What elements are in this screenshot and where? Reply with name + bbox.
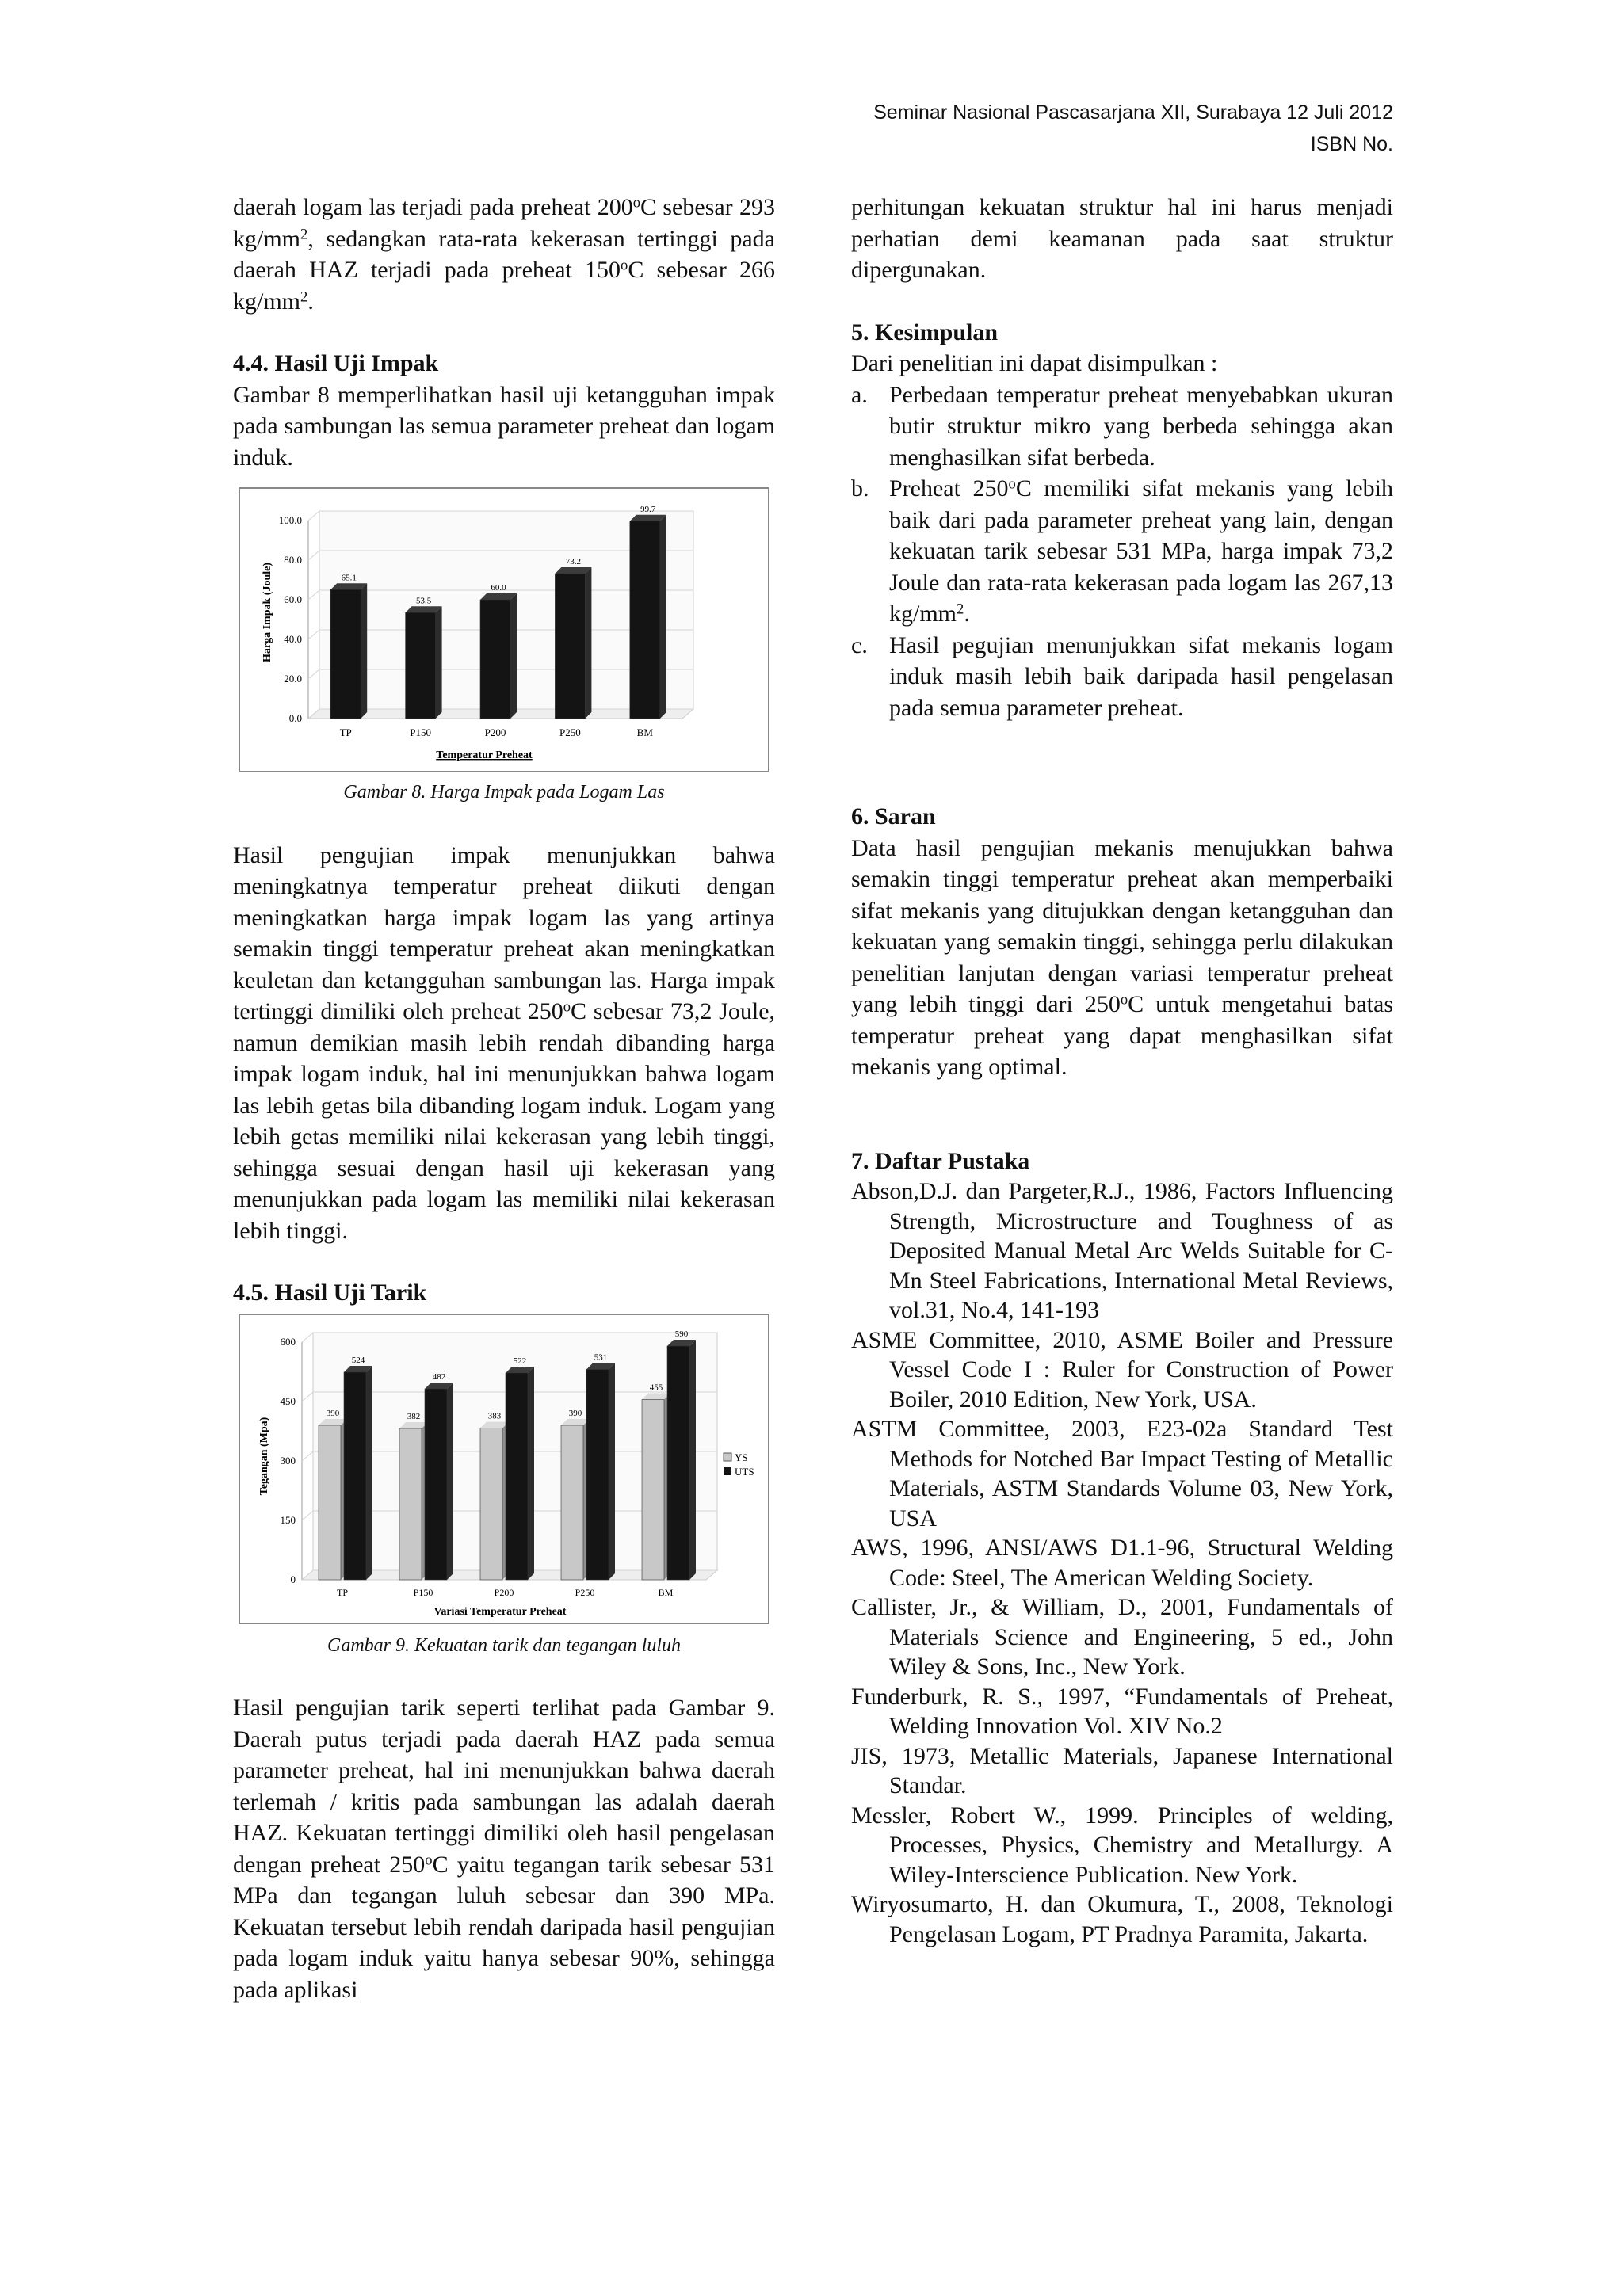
paragraph-tensile-discussion: Hasil pengujian tarik seperti terlihat pada Gambar 9. Daerah putus terjadi pada daerah HAZ pada semua parameter preheat, hal ini menunjukkan bahwa daerah terlemah / kritis pada sambungan las adalah daerah HAZ. Kekuatan tertinggi dimiliki oleh hasil pengelasan dengan preheat 250$^o$C yaitu tegangan tarik sebesar 531 MPa dan tegangan luluh sebesar dan 390 MPa. Kekuatan tersebut lebih rendah daripada hasil pengujian pada logam induk yaitu hanya sebesar 90%, sehingga pada aplikasi [233, 1695, 775, 2003]
x-tick-label: P250 [559, 727, 581, 738]
legend-label-uts: UTS [735, 1465, 754, 1478]
paragraph-suggestion: Data hasil pengujian mekanis menujukkan bahwa semakin tinggi temperatur preheat akan memperbaiki sifat mekanis yang ditujukkan dengan ketangguhan dan kekuatan yang semakin tinggi, sehingga perlu dilakukan penelitian lanjutan dengan variasi temperatur preheat yang lebih tinggi dari 250$^o$C untuk mengetahui batas temperatur preheat yang dapat menghasilkan sifat mekanis yang optimal. [851, 834, 1393, 1080]
reference-item: AWS, 1996, ANSI/AWS D1.1-96, Structural Welding Code: Steel, The American Welding Society. [851, 1535, 1393, 1591]
y-tick-label: 300 [280, 1454, 296, 1466]
section-heading-5: 5. Kesimpulan [851, 318, 999, 345]
reference-item: Abson,D.J. dan Pargeter,R.J., 1986, Factors Influencing Strength, Microstructure and Toughness of as Deposited Manual Metal Arc Welds Suitable for C-Mn Steel Fabrications, International Metal Reviews, vol.31, No.4, 141-193 [851, 1178, 1393, 1323]
x-tick-label: BM [658, 1586, 674, 1598]
data-label: 482 [432, 1371, 446, 1382]
data-label: 65.1 [341, 573, 357, 583]
bar-uts-p200-side [528, 1367, 534, 1580]
bar-p250 [555, 574, 585, 719]
bar-uts-p250-side [609, 1363, 615, 1580]
bar-p150-top [406, 606, 442, 612]
right-column [851, 192, 1393, 1949]
paragraph-hardness-summary: daerah logam las terjadi pada preheat 200$^o$C sebesar 293 $kg/mm^2$, sedangkan rata-rata kekerasan tertinggi pada daerah HAZ terjadi pada preheat 150$^o$C sebesar 266 $kg/mm^2$. [233, 194, 776, 315]
bar-p150 [406, 612, 436, 719]
bar-uts-tp [344, 1372, 366, 1580]
bar-bm-top [630, 515, 666, 521]
bar-uts-p150 [425, 1389, 447, 1580]
data-label: 390 [326, 1408, 340, 1418]
bar-ys-bm [642, 1399, 664, 1580]
reference-item: ASTM Committee, 2003, E23-02a Standard Test Methods for Notched Bar Impact Testing of Metallic Materials, ASTM Standards Volume 03, New York, USA [851, 1416, 1393, 1531]
list-item: c. Hasil pegujian menunjukkan sifat mekanis logam induk masih lebih baik daripada hasil pengelasan pada semua parameter preheat. [851, 631, 1393, 721]
x-tick-label: P150 [410, 727, 431, 738]
bar-uts-p200 [506, 1373, 528, 1580]
y-tick-label: 0 [290, 1573, 296, 1585]
bar-p250-top [555, 567, 591, 574]
header-isbn: ISBN No. [1310, 133, 1393, 155]
section-heading-4-4: 4.4. Hasil Uji Impak [233, 350, 439, 376]
impact-bar-chart [239, 487, 769, 772]
bar-uts-p150-side [447, 1383, 453, 1580]
figure-8-caption: Gambar 8. Harga Impak pada Logam Las [343, 782, 665, 803]
section-heading-4-5: 4.5. Hasil Uji Tarik [233, 1280, 427, 1306]
paragraph-impact-discussion: Hasil pengujian impak menunjukkan bahwa meningkatnya temperatur preheat diikuti dengan meningkatkan harga impak logam las yang artinya semakin tinggi temperatur preheat akan meningkatkan keuletan dan ketangguhan sambungan las. Harga impak tertinggi dimiliki oleh preheat 250$^o$C sebesar 73,2 Joule, namun demikian masih lebih rendah dibanding harga impak logam induk, hal ini menunjukkan bahwa logam las lebih getas bila dibanding logam induk. Logam yang lebih getas memiliki nilai kekerasan yang lebih tinggi, sehingga sesuai dengan hasil uji kekerasan yang menunjukkan pada logam las memiliki nilai kekerasan lebih tinggi. [233, 841, 776, 1244]
reference-item: Callister, Jr., & William, D., 2001, Fundamentals of Materials Science and Engineering, 5 ed., John Wiley & Sons, Inc., New York. [851, 1594, 1393, 1680]
bar-tp-top [330, 583, 367, 589]
bar-p250-side [585, 567, 591, 719]
data-label: 382 [407, 1411, 421, 1421]
data-label: 73.2 [565, 557, 582, 566]
data-label: 522 [513, 1356, 527, 1366]
x-tick-label: P150 [413, 1586, 433, 1598]
x-tick-label: TP [336, 1586, 349, 1598]
bar-bm [630, 521, 660, 719]
y-tick-label: 0.0 [288, 712, 302, 724]
y-tick-label: 40.0 [284, 633, 302, 645]
bar-tp-side [361, 583, 367, 719]
y-tick-label: 80.0 [284, 554, 302, 566]
bar-ys-p200 [480, 1428, 502, 1580]
data-label: 99.7 [640, 504, 656, 514]
y-tick-label: 600 [280, 1335, 296, 1348]
legend-swatch-uts [724, 1467, 731, 1475]
bar-ys-p150 [399, 1428, 422, 1580]
reference-item: Messler, Robert W., 1999. Principles of welding, Processes, Physics, Chemistry and Metallurgy. A Wiley-Interscience Publication. New York. [851, 1802, 1393, 1888]
section-heading-6: 6. Saran [851, 803, 936, 830]
reference-item: Funderburk, R. S., 1997, “Fundamentals of Preheat, Welding Innovation Vol. XIV No.2 [851, 1683, 1393, 1739]
data-label: 60.0 [491, 583, 506, 593]
x-axis-label: Variasi Temperatur Preheat [433, 1605, 567, 1618]
header-conference: Seminar Nasional Pascasarjana XII, Surabaya 12 Juli 2012 [873, 101, 1393, 124]
bar-uts-p250 [586, 1369, 609, 1580]
bar-uts-bm [667, 1346, 689, 1580]
data-label: 455 [649, 1383, 663, 1392]
reference-item: JIS, 1973, Metallic Materials, Japanese International Standar. [851, 1742, 1393, 1798]
data-label: 524 [351, 1355, 365, 1365]
section-heading-7: 7. Daftar Pustaka [851, 1147, 1030, 1174]
page-header [873, 97, 1393, 160]
conclusion-intro: Dari penelitian ini dapat disimpulkan : [851, 350, 1218, 376]
bar-bm-side [660, 515, 666, 719]
x-tick-label: P200 [494, 1586, 514, 1598]
x-tick-label: P200 [484, 727, 506, 738]
reference-item: Wiryosumarto, H. dan Okumura, T., 2008, Teknologi Pengelasan Logam, PT Pradnya Paramita, Jakarta. [851, 1891, 1393, 1947]
y-tick-label: 450 [280, 1394, 296, 1407]
y-tick-label: 20.0 [284, 673, 302, 685]
reference-item: ASME Committee, 2010, ASME Boiler and Pressure Vessel Code I : Ruler for Construction of Power Boiler, 2010 Edition, New York, USA. [851, 1326, 1393, 1413]
list-item: a. Perbedaan temperatur preheat menyebabkan ukuran butir struktur mikro yang berbeda sehingga akan menghasilkan sifat berbeda. [851, 381, 1393, 471]
y-tick-label: 60.0 [284, 593, 302, 605]
tensile-bar-chart [239, 1314, 769, 1624]
data-label: 383 [487, 1411, 502, 1421]
x-tick-label: P250 [575, 1586, 595, 1598]
bar-p200 [480, 600, 510, 719]
bar-uts-tp-side [366, 1366, 372, 1580]
left-column [233, 192, 775, 2005]
paragraph-continuation: perhitungan kekuatan struktur hal ini harus menjadi perhatian demi keamanan pada saat struktur dipergunakan. [851, 194, 1393, 283]
x-tick-label: BM [636, 727, 653, 738]
bar-p200-side [510, 593, 517, 719]
list-item: b. Preheat 250$^o$C memiliki sifat mekanis yang lebih baik dari pada parameter preheat yang lain, dengan kekuatan tarik sebesar 531 MPa, harga impak 73,2 Joule dan rata-rata kekerasan pada logam las 267,13 $kg/mm^2$. [851, 475, 1393, 627]
y-axis-label: Tegangan (Mpa) [258, 1417, 270, 1495]
data-label: 531 [594, 1352, 608, 1362]
y-tick-label: 150 [280, 1513, 296, 1526]
x-axis-label: Temperatur Preheat [436, 749, 533, 761]
bar-uts-bm-side [689, 1340, 696, 1580]
legend-label-ys: YS [735, 1451, 748, 1463]
data-label: 53.5 [415, 596, 432, 606]
y-tick-label: 100.0 [278, 514, 302, 526]
x-tick-label: TP [339, 727, 352, 738]
legend-swatch-ys [724, 1453, 731, 1461]
conclusion-list [851, 379, 1393, 724]
data-label: 390 [568, 1408, 582, 1418]
figure-9-caption: Gambar 9. Kekuatan tarik dan tegangan luluh [327, 1634, 681, 1656]
reference-list [851, 1177, 1393, 1949]
bar-ys-tp [319, 1425, 341, 1580]
paragraph-impact-intro: Gambar 8 memperlihatkan hasil uji ketangguhan impak pada sambungan las semua parameter preheat dan logam induk. [233, 381, 775, 471]
y-axis-label: Harga Impak (Joule) [262, 563, 273, 662]
data-label: 590 [674, 1329, 689, 1339]
bar-tp [330, 589, 361, 719]
bar-p200-top [480, 593, 517, 600]
bar-p150-side [436, 606, 442, 719]
bar-ys-p250 [561, 1425, 583, 1580]
